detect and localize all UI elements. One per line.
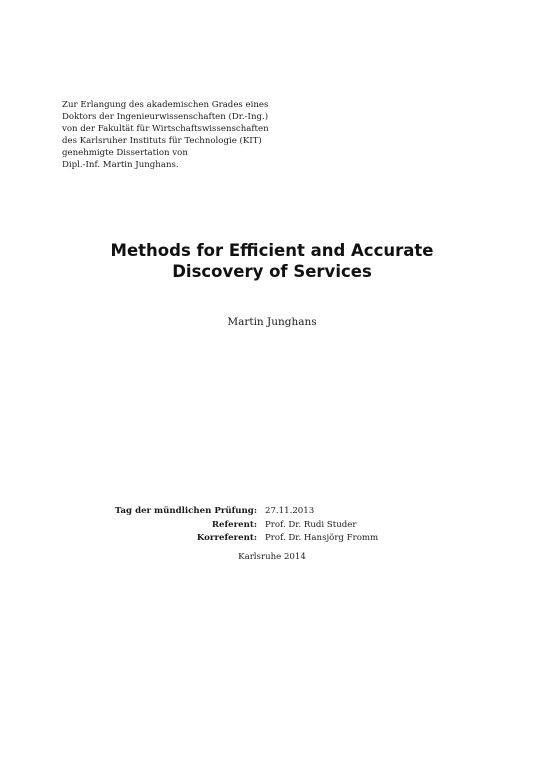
examination-details xyxy=(100,505,440,546)
author-name: Martin Junghans xyxy=(227,316,317,328)
exam-date-label: Tag der mündlichen Prüfung: xyxy=(114,506,257,516)
note-line: des Karlsruher Instituts für Technologie (KIT) xyxy=(62,136,262,146)
place-and-year: Karlsruhe 2014 xyxy=(238,552,306,562)
referee-value: Prof. Dr. Rudi Studer xyxy=(265,519,357,530)
referee-row xyxy=(100,519,440,533)
co-referee-label: Korreferent: xyxy=(196,533,257,543)
dissertation-note xyxy=(62,99,322,171)
note-line: von der Fakultät für Wirtschaftswissenschaften xyxy=(62,124,269,134)
document-title xyxy=(0,240,544,282)
co-referee-value: Prof. Dr. Hansjörg Fromm xyxy=(265,533,379,543)
exam-date-row xyxy=(100,505,440,519)
note-line: Dipl.-Inf. Martin Junghans. xyxy=(62,160,179,170)
co-referee-row xyxy=(100,532,440,546)
exam-date-value: 27.11.2013 xyxy=(265,506,315,516)
title-line-1: Methods for Efficient and Accurate xyxy=(110,241,434,260)
title-line-2: Discovery of Services xyxy=(172,262,372,281)
referee-label: Referent: xyxy=(211,519,257,530)
note-line: Doktors der Ingenieurwissenschaften (Dr.-Ing.) xyxy=(62,112,269,122)
note-line: genehmigte Dissertation von xyxy=(62,148,188,158)
note-line: Zur Erlangung des akademischen Grades eines xyxy=(62,100,269,110)
